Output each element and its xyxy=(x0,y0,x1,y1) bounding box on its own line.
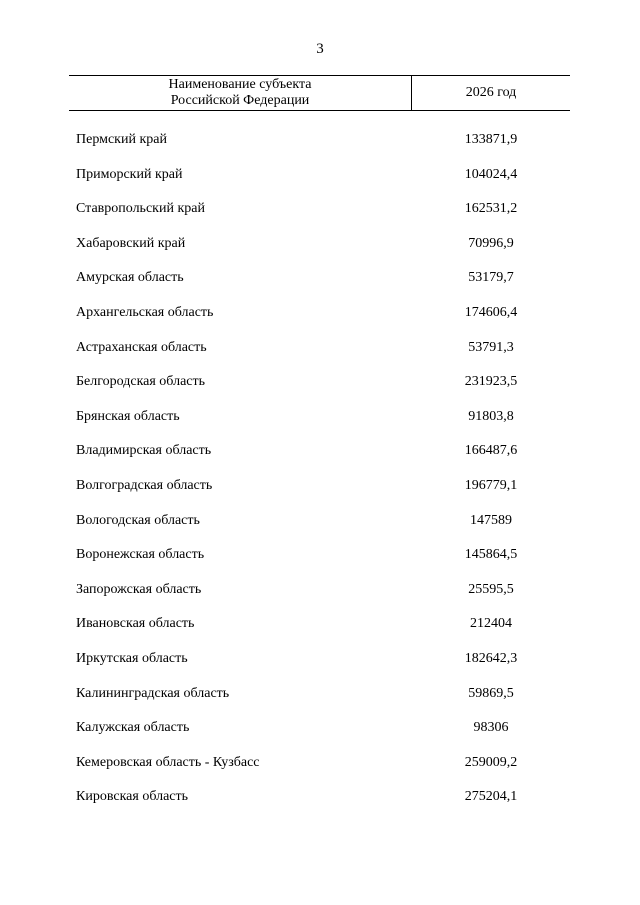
region-name: Калужская область xyxy=(76,720,190,736)
region-value-2026: 133871,9 xyxy=(464,132,518,147)
region-value-2026: 53791,3 xyxy=(468,339,514,355)
region-value-2026: 166487,6 xyxy=(464,443,518,459)
region-value-2026: 70996,9 xyxy=(468,235,514,251)
table-row xyxy=(0,540,640,575)
region-name: Ставропольский край xyxy=(76,201,205,217)
table-row xyxy=(0,367,640,402)
region-name: Архангельская область xyxy=(76,304,214,320)
region-value-2026: 196779,1 xyxy=(464,477,518,493)
table-row xyxy=(0,436,640,471)
table-row xyxy=(0,298,640,333)
region-value-2026: 59869,5 xyxy=(468,685,514,701)
table-row xyxy=(0,229,640,264)
region-value-2026: 162531,2 xyxy=(464,201,518,217)
header-subject-name-line2: Российской Федерации xyxy=(170,93,310,108)
table-body xyxy=(0,125,640,817)
region-name: Иркутская область xyxy=(76,650,188,666)
region-name: Калининградская область xyxy=(76,685,230,701)
header-year: 2026 год xyxy=(465,85,517,100)
table-header xyxy=(69,75,570,111)
region-name: Владимирская область xyxy=(76,443,212,459)
table-row xyxy=(0,713,640,748)
region-name: Приморский край xyxy=(76,166,183,182)
table-row xyxy=(0,333,640,368)
table-row xyxy=(0,644,640,679)
region-value-2026: 147589 xyxy=(470,512,512,528)
region-name: Кемеровская область - Кузбасс xyxy=(76,754,260,770)
region-value-2026: 98306 xyxy=(473,720,509,736)
table-row xyxy=(0,506,640,541)
region-value-2026: 231923,5 xyxy=(464,374,518,390)
table-row xyxy=(0,194,640,229)
table-row xyxy=(0,402,640,437)
region-name: Волгоградская область xyxy=(76,477,213,493)
region-value-2026: 275204,1 xyxy=(464,789,518,805)
region-value-2026: 259009,2 xyxy=(464,754,518,770)
region-value-2026: 145864,5 xyxy=(464,547,518,563)
region-name: Вологодская область xyxy=(76,512,200,528)
header-subject-name xyxy=(69,76,412,110)
table-row xyxy=(0,471,640,506)
region-name: Воронежская область xyxy=(76,547,205,563)
region-name: Запорожская область xyxy=(76,581,202,597)
table-row xyxy=(0,782,640,817)
region-name: Пермский край xyxy=(76,132,167,147)
table-row xyxy=(0,679,640,714)
table-row xyxy=(0,575,640,610)
region-name: Белгородская область xyxy=(76,374,206,390)
region-value-2026: 104024,4 xyxy=(464,166,518,182)
region-name: Ивановская область xyxy=(76,616,195,632)
region-value-2026: 174606,4 xyxy=(464,304,518,320)
header-subject-name-line1: Наименование субъекта xyxy=(168,77,312,92)
table-row xyxy=(0,263,640,298)
region-name: Астраханская область xyxy=(76,339,207,355)
region-value-2026: 53179,7 xyxy=(468,270,514,286)
region-name: Амурская область xyxy=(76,270,184,286)
region-name: Хабаровский край xyxy=(76,235,186,251)
table-row xyxy=(0,748,640,783)
table-row xyxy=(0,160,640,195)
region-value-2026: 25595,5 xyxy=(468,581,514,597)
table-row xyxy=(0,609,640,644)
page-number: 3 xyxy=(316,41,324,57)
region-value-2026: 182642,3 xyxy=(464,650,518,666)
region-value-2026: 212404 xyxy=(470,616,512,632)
region-value-2026: 91803,8 xyxy=(468,408,514,424)
region-name: Брянская область xyxy=(76,408,180,424)
table-row xyxy=(0,125,640,160)
region-name: Кировская область xyxy=(76,789,189,805)
